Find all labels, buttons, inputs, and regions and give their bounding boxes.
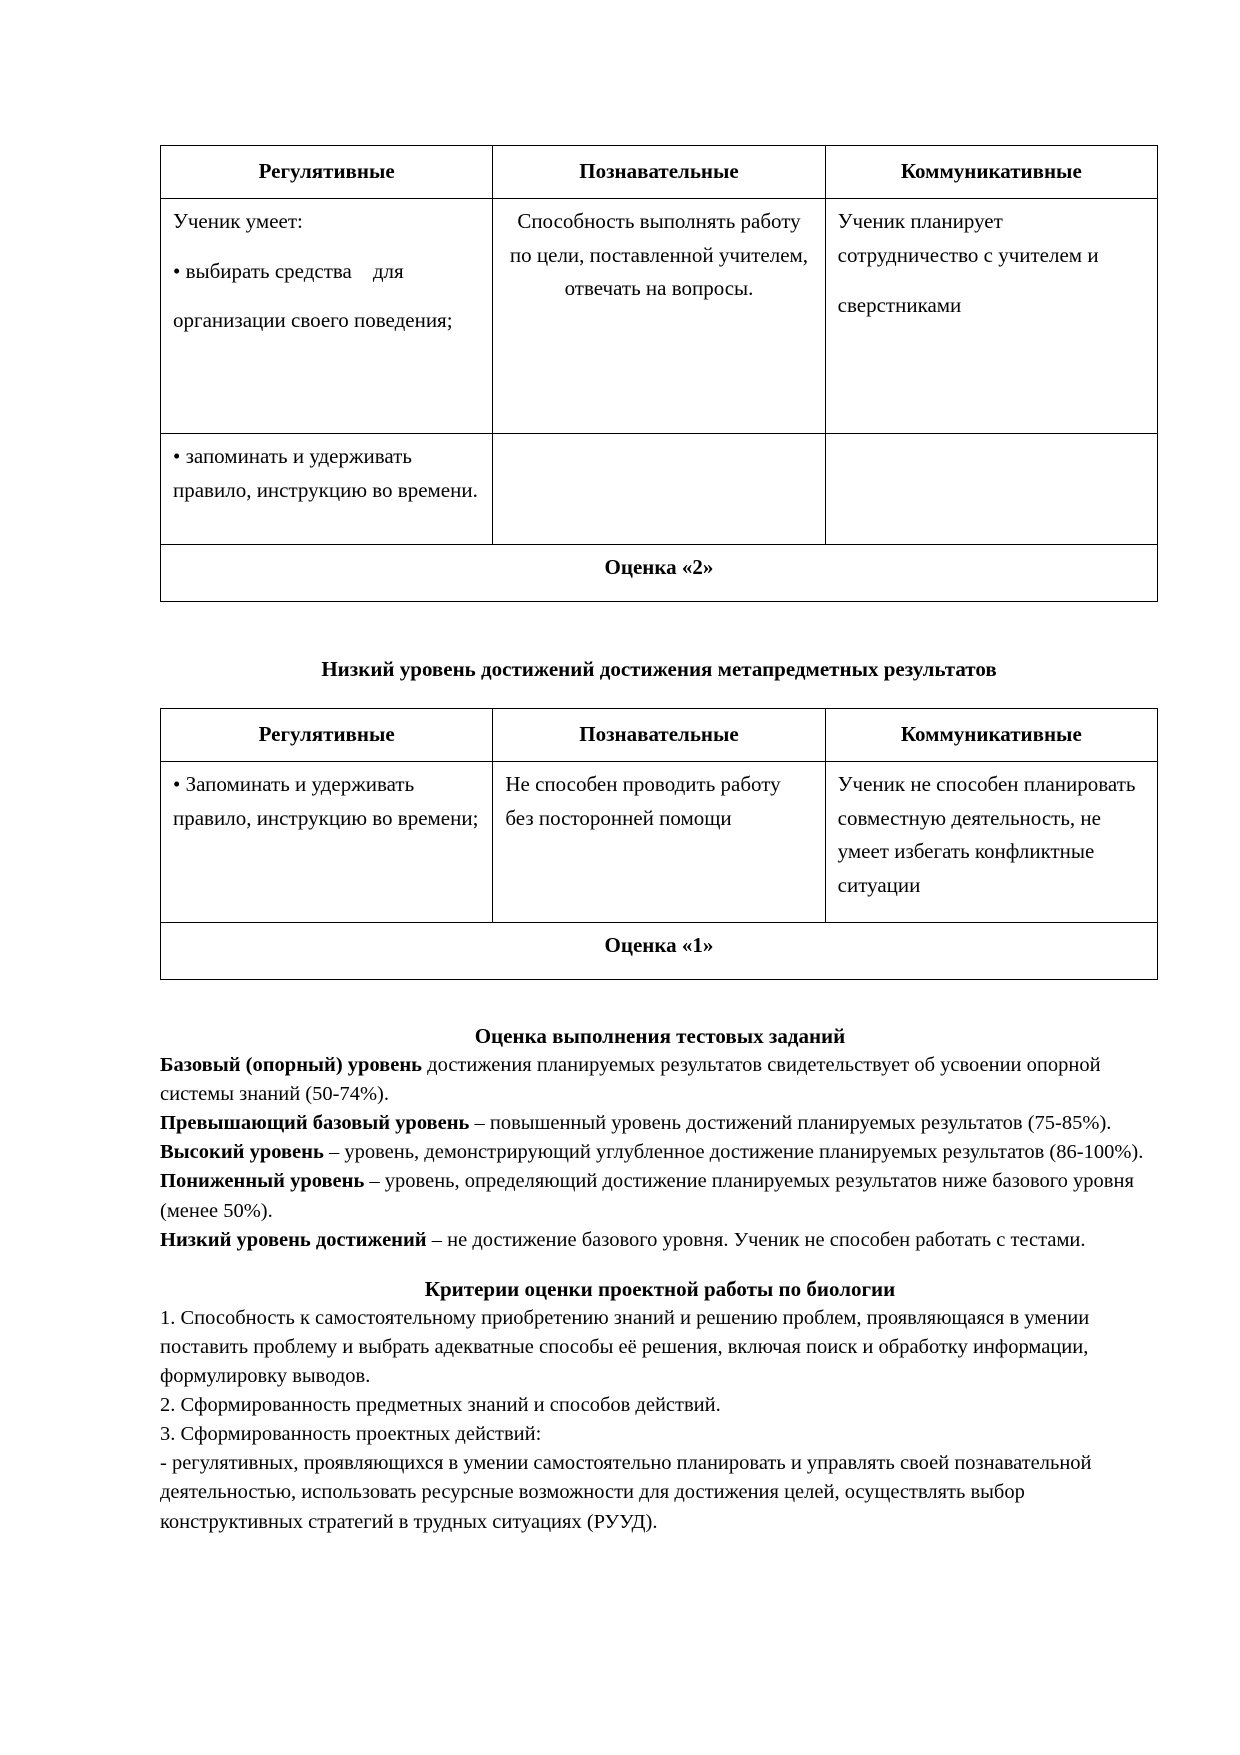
- level-term: Базовый (опорный) уровень: [160, 1054, 423, 1076]
- level-description: – не достижение базового уровня. Ученик не способен работать с тестами.: [426, 1228, 1086, 1251]
- grade-2-label: Оценка «2»: [161, 545, 1158, 602]
- test-section-title: Оценка выполнения тестовых заданий: [474, 1024, 846, 1048]
- cell-cognitive: [493, 199, 825, 434]
- cell-text: • запоминать и удерживать правило, инструкцию во времени.: [173, 444, 478, 502]
- level-definition: [160, 1167, 1160, 1225]
- table-footer-row: [161, 545, 1158, 602]
- cell-text-line: Ученик умеет:: [173, 209, 303, 233]
- cell-cognitive: [493, 762, 825, 923]
- cell-text-line: сверстниками: [837, 293, 962, 318]
- criteria-item: 1. Способность к самостоятельному приобретению знаний и решению проблем, проявляющаяся в умении поставить проблему и выбрать адекватные способы её решения, включая поиск и обработку информации, формулировку выводов.: [160, 1306, 1090, 1387]
- cell-text-line: организации своего поведения;: [173, 308, 453, 333]
- cell-cognitive-empty: [493, 434, 825, 545]
- metapredmet-table-grade2: [160, 145, 1158, 602]
- cell-text: Не способен проводить работу без посторонней помощи: [505, 772, 786, 830]
- metapredmet-table-grade1: [160, 708, 1158, 980]
- table-row: [161, 762, 1158, 923]
- cell-regulative: [161, 199, 493, 434]
- project-section-title: Критерии оценки проектной работы по биологии: [424, 1276, 896, 1301]
- table-row: [161, 434, 1158, 545]
- column-header-communicative: Коммуникативные: [825, 146, 1157, 199]
- level-description: – уровень, демонстрирующий углубленное достижение планируемых результатов (86-100%).: [323, 1141, 1144, 1164]
- table-header-row: [161, 709, 1158, 762]
- level-description: – повышенный уровень достижений планируемых результатов (75-85%).: [469, 1112, 1112, 1135]
- cell-text-line: • выбирать средства для: [173, 258, 404, 283]
- cell-regulative: [161, 762, 493, 923]
- level-term: Превышающий базовый уровень: [160, 1112, 470, 1135]
- criteria-item: 2. Сформированность предметных знаний и способов действий.: [160, 1394, 721, 1417]
- criteria-item: 3. Сформированность проектных действий:: [160, 1423, 542, 1446]
- cell-text: Ученик не способен планировать совместную деятельность, не умеет избегать конфликтные ситуации: [837, 772, 1141, 897]
- grade-1-label: Оценка «1»: [161, 923, 1158, 980]
- column-header-communicative: Коммуникативные: [825, 709, 1157, 762]
- table-header-row: [161, 146, 1158, 199]
- table-row: [161, 199, 1158, 434]
- cell-communicative: [825, 762, 1157, 923]
- column-header-cognitive: Познавательные: [493, 709, 825, 762]
- project-section-body: [160, 1304, 1160, 1537]
- level-description: – уровень, определяющий достижение планируемых результатов ниже базового уровня (менее 50%).: [160, 1170, 1134, 1222]
- column-header-regulative: Регулятивные: [161, 709, 493, 762]
- test-section-body: [160, 1051, 1160, 1255]
- level-definition: [160, 1138, 1160, 1167]
- level-term: Пониженный уровень: [160, 1170, 365, 1193]
- cell-text-line: Ученик планирует сотрудничество с учителем и: [837, 209, 1099, 267]
- cell-text: Способность выполнять работу по цели, поставленной учителем, отвечать на вопросы.: [509, 209, 814, 301]
- level-term: Высокий уровень: [160, 1141, 324, 1164]
- level-definition: [160, 1226, 1160, 1255]
- level-term: Низкий уровень достижений: [160, 1228, 427, 1251]
- criteria-item: - регулятивных, проявляющихся в умении самостоятельно планировать и управлять своей познавательной деятельностью, использовать ресурсные возможности для достижения целей, осуществлять выбор конструктивных стратегий в трудных ситуациях (РУУД).: [160, 1452, 1092, 1533]
- cell-regulative: [161, 434, 493, 545]
- level-definition: [160, 1109, 1160, 1138]
- column-header-cognitive: Познавательные: [493, 146, 825, 199]
- column-header-regulative: Регулятивные: [161, 146, 493, 199]
- cell-text: • Запоминать и удерживать правило, инструкцию во времени;: [173, 772, 479, 830]
- level-definition: [160, 1051, 1160, 1109]
- cell-communicative: [825, 199, 1157, 434]
- level-description: достижения планируемых результатов свидетельствует об усвоении опорной системы знаний (50-74%).: [160, 1054, 1101, 1106]
- low-level-heading: Низкий уровень достижений достижения метапредметных результатов: [321, 657, 997, 681]
- cell-communicative-empty: [825, 434, 1157, 545]
- table-footer-row: [161, 923, 1158, 980]
